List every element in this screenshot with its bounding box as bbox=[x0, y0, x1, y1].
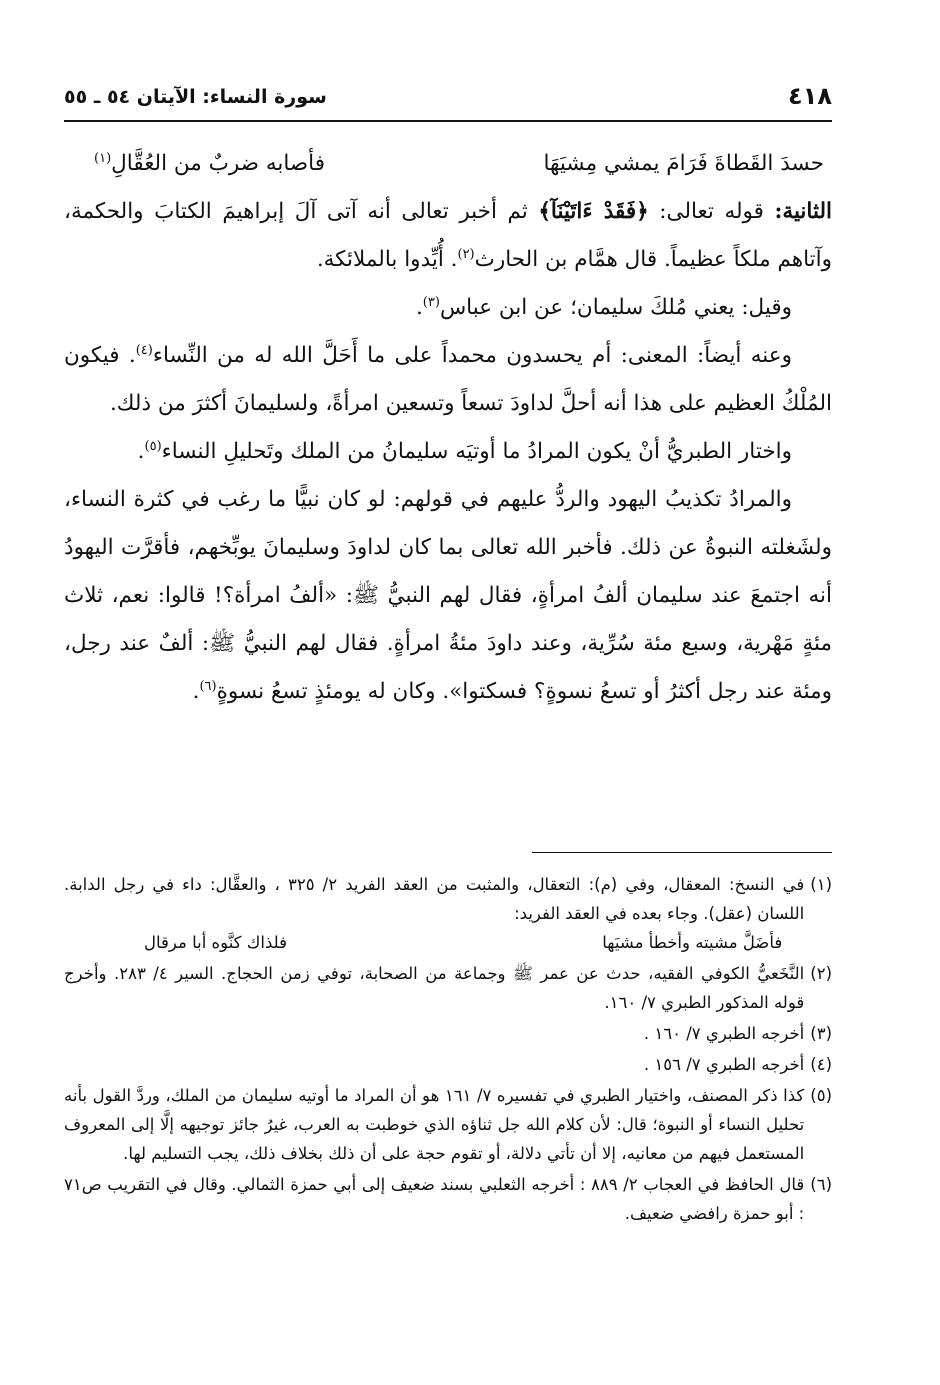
paragraph-third: وقيل: يعني مُلكَ سليمان؛ عن ابن عباس$^{(٣)}$. bbox=[415, 294, 792, 320]
section-label: الثانية: bbox=[774, 199, 832, 224]
footnote-ref: (٢) bbox=[457, 246, 475, 262]
paragraph-fourth: وعنه أيضاً: المعنى: أم يحسدون محمداً على ما أَحَلَّ الله له من النِّساء$^{(٤)}$. فيكون المُلْكُ العظيم على هذا أنه أحلَّ لداودَ تسعاً وتسعين امرأةً، ولسليمانَ أكثرَ من ذلك. bbox=[64, 342, 832, 416]
verse-first-hemistich: حسدَ القَطاةَ فَرَامَ يمشي مِشيَهَا bbox=[543, 151, 824, 176]
footnote-separator bbox=[532, 852, 832, 853]
footnote-ref: (١) bbox=[94, 150, 112, 166]
footnote-3: (٣) أخرجه الطبري ٧/ ١٦٠ . bbox=[643, 1024, 832, 1043]
verse-second-hemistich: فأصابه ضربٌ من العُقَّالِ$^{(١)}$ bbox=[94, 150, 325, 176]
footnotes bbox=[64, 870, 832, 1230]
paragraph-sixth: والمرادُ تكذيبُ اليهود والردُّ عليهم في قولهم: لو كان نبيًّا ما رغب في كثرة النساء، ولشَغلته النبوةُ عن ذلك. فأخبر الله تعالى بما كان لداودَ وسليمانَ يوبِّخهم، فأقرَّت اليهودُ أنه اجتمعَ عند سليمان ألفُ امرأةٍ، فقال لهم النبيُّ ﷺ: «ألفُ امرأة؟! قالوا: نعم، ثلاث مئةٍ مَهْرية، وسبع مئة سُرِّية، وعند داودَ مئةُ امرأةٍ. فقال لهم النبيُّ ﷺ: ألفٌ عند رجل، ومئة عند رجل أكثرُ أو تسعُ نسوةٍ؟ فسكتوا». وكان له يومئذٍ تسعُ نسوةٍ$^{(٦)}$. bbox=[64, 487, 832, 704]
footnote-6: (٦) قال الحافظ في العجاب ٢/ ٨٨٩ : أخرجه الثعلبي بسند ضعيف إلى أبي حمزة الثمالي. وقال في التقريب ص٧١ : أبو حمزة رافضي ضعيف. bbox=[64, 1175, 832, 1223]
main-text bbox=[64, 140, 832, 716]
paragraph-fifth: واختار الطبريُّ أنْ يكون المرادُ ما أوتيَه سليمانُ من الملك وتَحليلِ النساء$^{(٥)}$. bbox=[137, 438, 792, 464]
page-number: ٤١٨ bbox=[788, 82, 832, 110]
footnote-1: (١) في النسخ: المعقال، وفي (م): التعقال، والمثبت من العقد الفريد ٢/ ٣٢٥ ، والعقَّال: داء في رجل الدابة. اللسان (عقل). وجاء بعده في العقد الفريد: فأضَلَّ مشيته وأخطأ مشيَها فلذاك كنَّوه أبا مرقال bbox=[64, 870, 832, 957]
surah-title: سورة النساء: الآيتان ٥٤ ـ ٥٥ bbox=[64, 86, 327, 108]
footnote-ref: (٣) bbox=[422, 294, 440, 310]
quran-quote: ﴿فَقَدْ ءَاتَيْنَآ﴾ bbox=[538, 199, 649, 224]
footnote-2: (٢) النَّخَعيُّ الكوفي الفقيه، حدث عن عمر ﷺ وجماعة من الصحابة، توفي زمن الحجاج. السير ٤/ ٢٨٣. وأخرج قوله المذكور الطبري ٧/ ١٦٠. bbox=[64, 964, 832, 1012]
footnote-ref: (٤) bbox=[135, 342, 153, 358]
footnote-5: (٥) كذا ذكر المصنف، واختيار الطبري في تفسيره ٧/ ١٦١ هو أن المراد ما أوتيه سليمان من الملك، وردَّ القول بأنه تحليل النساء أو النبوة؛ قال: لأن كلام الله جل ثناؤه الذي خوطبت به العرب، غيرُ جائز توجيهه إلَّا إلى المعروف المستعمل فيهم من معانيه، إلا أن تأتي دلالة، أو تقوم حجة على أن ذلك بخلاف ذلك، يجب التسليم لها. bbox=[64, 1086, 832, 1163]
footnote-4: (٤) أخرجه الطبري ٧/ ١٥٦ . bbox=[643, 1055, 832, 1074]
poetry-verse bbox=[64, 140, 832, 188]
page-header bbox=[64, 80, 832, 122]
footnote-ref: (٦) bbox=[199, 678, 217, 694]
footnote-ref: (٥) bbox=[144, 438, 162, 454]
paragraph-second: الثانية: قوله تعالى: ﴿فَقَدْ ءَاتَيْنَآ﴾ ثم أخبر تعالى أنه آتى آلَ إبراهيمَ الكتابَ والحكمة، وآتاهم ملكاً عظيماً. قال همَّام بن الحارث$^{(٢)}$. أُيِّدوا بالملائكة. bbox=[64, 199, 832, 272]
footnote-verse: فأضَلَّ مشيته وأخطأ مشيَها فلذاك كنَّوه أبا مرقال bbox=[144, 933, 783, 952]
